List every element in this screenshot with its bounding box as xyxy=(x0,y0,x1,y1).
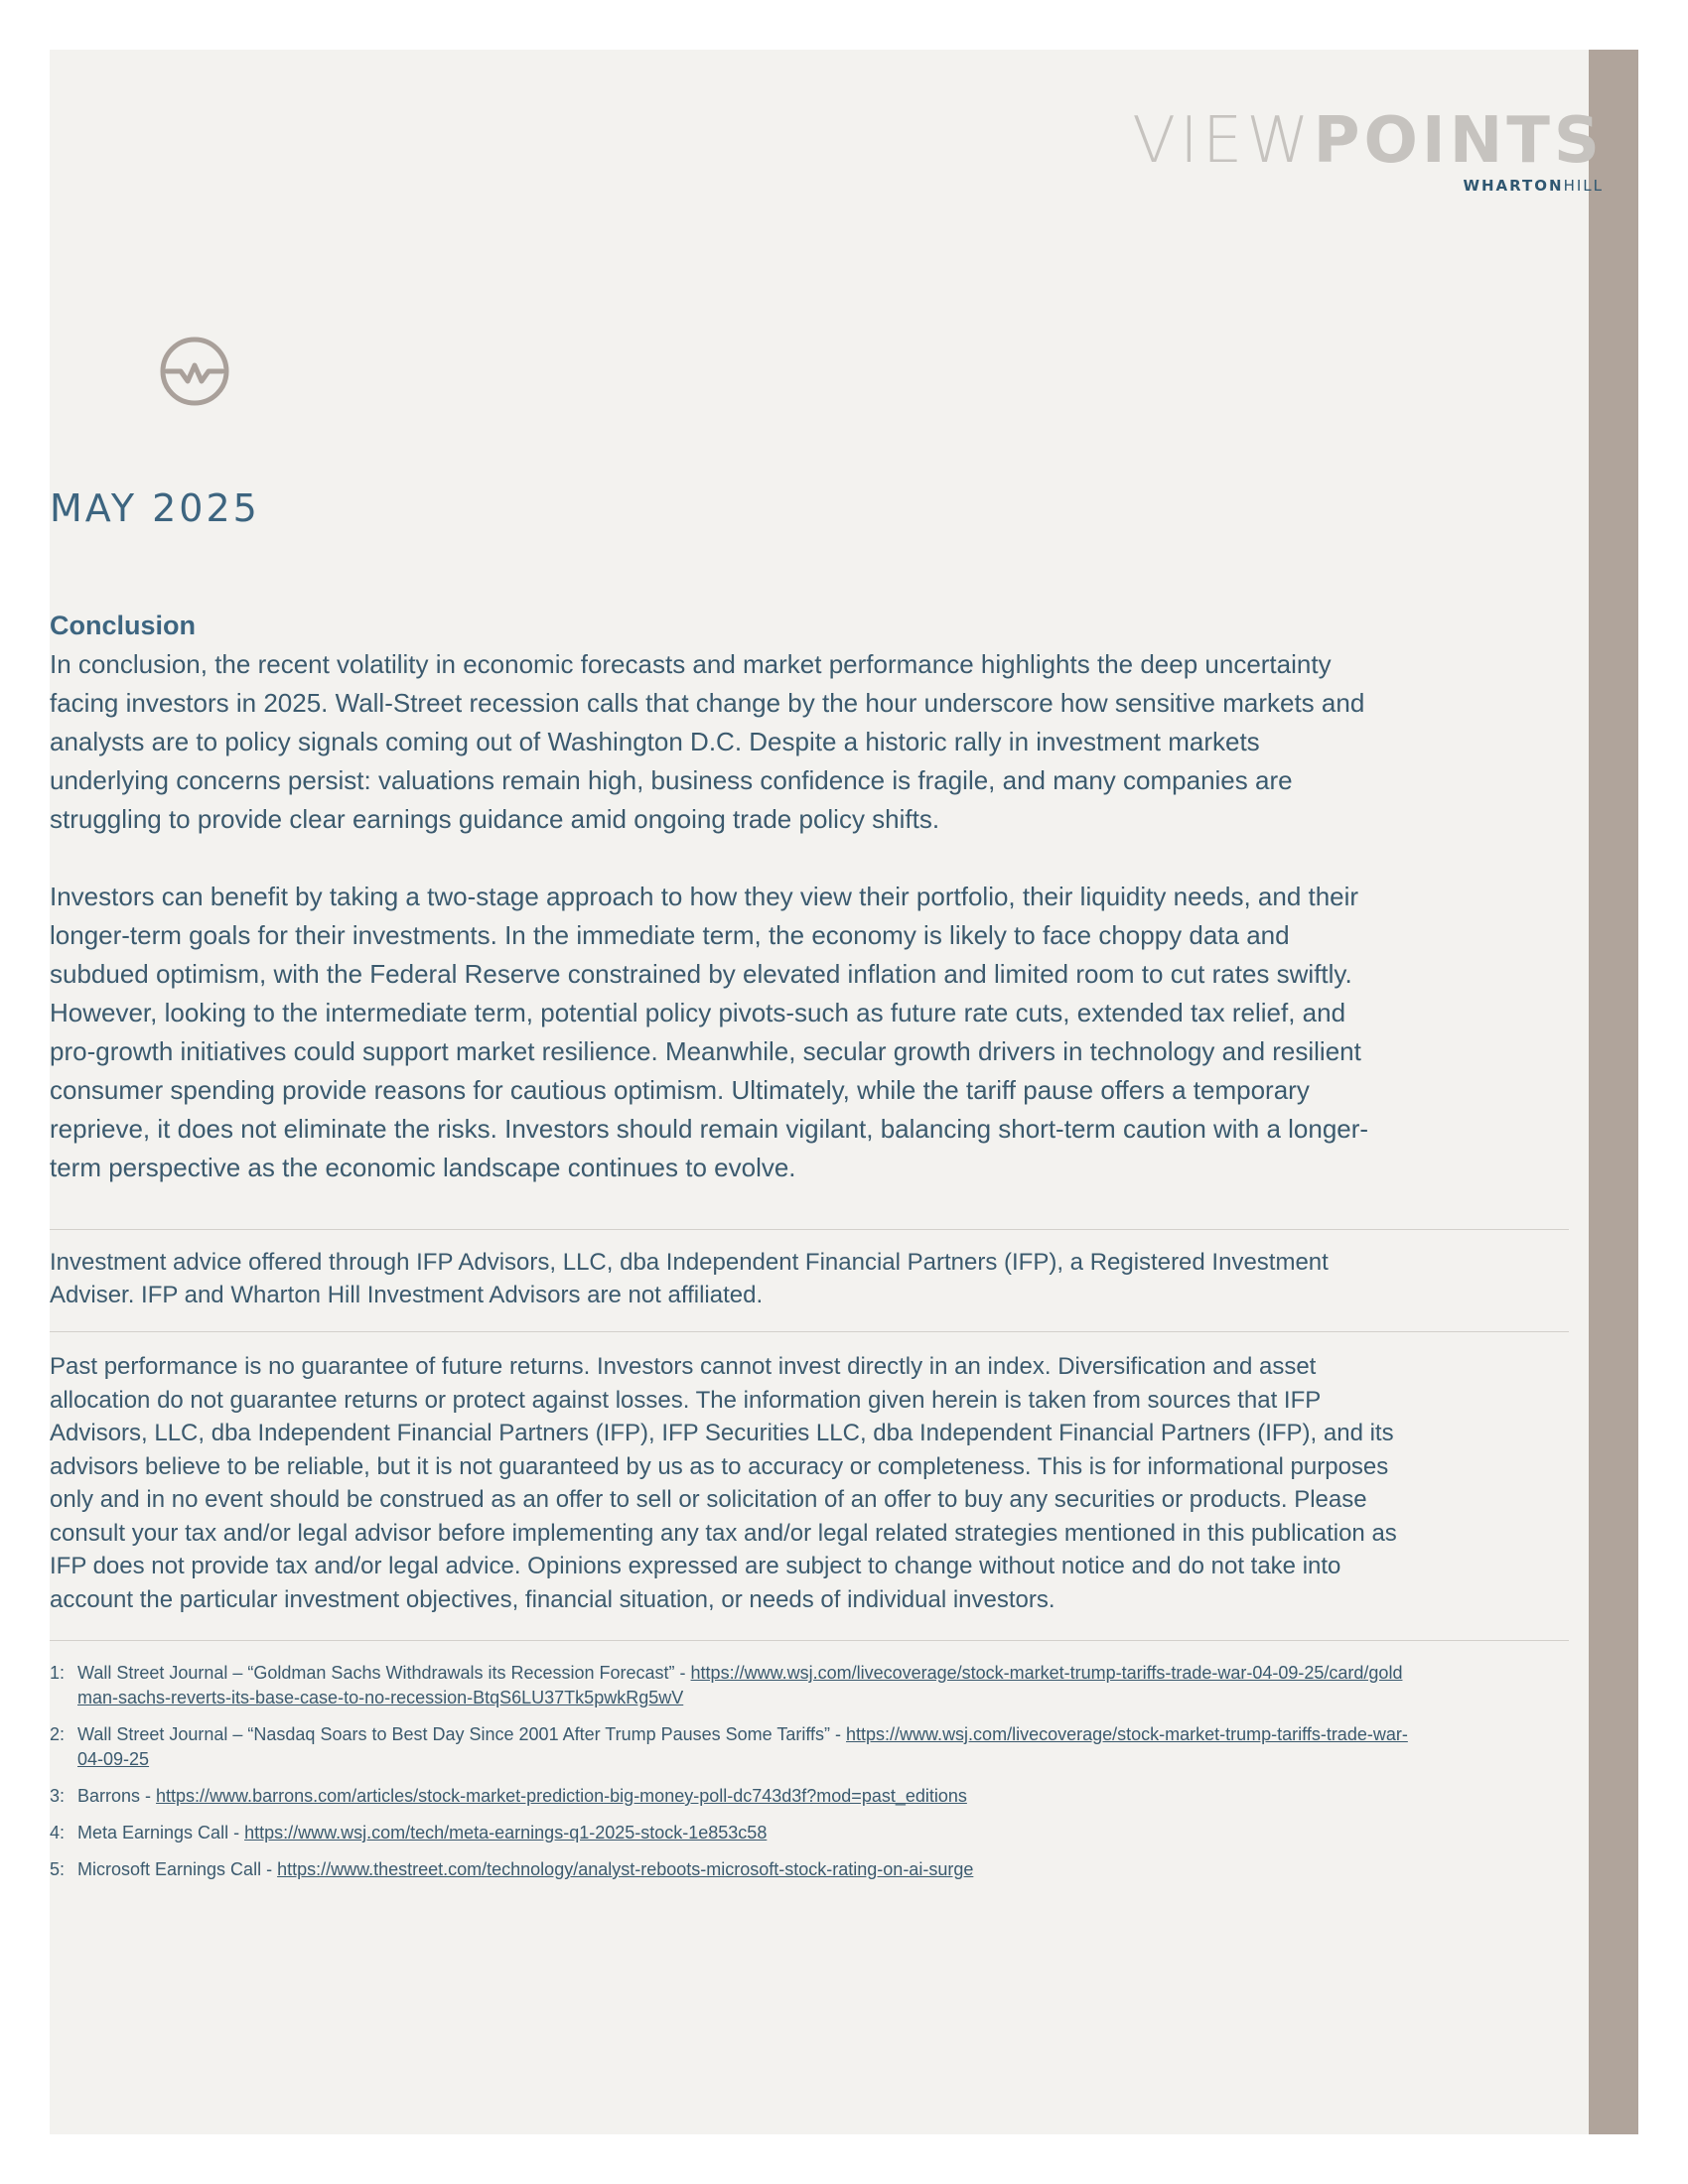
reference-number: 3: xyxy=(50,1786,66,1806)
reference-link[interactable]: https://www.barrons.com/articles/stock-market-prediction-big-money-poll-dc743d3f?mod=past_editions xyxy=(156,1786,967,1806)
legal-disclaimer: Past performance is no guarantee of future returns. Investors cannot invest directly in an index. Diversification and asset allocation do not guarantee returns or protect against losses. The information given herein is taken from sources that IFP Advisors, LLC, dba Independent Financial Partners (IFP), IFP Securities LLC, dba Independent Financial Partners (IFP), and its advisors believe to be reliable, but it is not guaranteed by us as to accuracy or completeness. This is for informational purposes only and in no event should be construed as an offer to sell or solicitation of an offer to buy any securities or products. Please consult your tax and/or legal advisor before implementing any tax and/or legal related strategies mentioned in this publication as IFP does not provide tax and/or legal advice. Opinions expressed are subject to change without notice and do not take into account the particular investment objectives, financial situation, or needs of individual investors. xyxy=(50,1353,1397,1613)
reference-number: 4: xyxy=(50,1823,66,1843)
reference-link[interactable]: https://www.wsj.com/tech/meta-earnings-q1-2025-stock-1e853c58 xyxy=(244,1823,768,1843)
side-accent-bar xyxy=(1589,50,1638,2134)
reference-link[interactable]: https://www.thestreet.com/technology/analyst-reboots-microsoft-stock-rating-on-ai-surge xyxy=(277,1859,974,1879)
reference-number: 5: xyxy=(50,1859,66,1879)
masthead-subtitle-light: HILL xyxy=(1563,177,1604,195)
reference-number: 2: xyxy=(50,1724,66,1744)
masthead xyxy=(1132,104,1604,195)
reference-text: Wall Street Journal – “Goldman Sachs Withdrawals its Recession Forecast” - xyxy=(77,1663,691,1683)
divider xyxy=(50,1640,1569,1641)
reference-link[interactable]: https://www.wsj.com/livecoverage/stock-market-trump-tariffs-trade-war-04-09-25 xyxy=(77,1724,1408,1769)
masthead-title-light: VIEW xyxy=(1132,104,1314,178)
reference-text: Barrons - xyxy=(77,1786,157,1806)
masthead-subtitle-bold: WHARTON xyxy=(1463,177,1564,195)
masthead-title-bold: POINTS xyxy=(1313,104,1604,178)
reference-text: Microsoft Earnings Call - xyxy=(77,1859,278,1879)
divider xyxy=(50,1229,1569,1230)
reference-list xyxy=(50,1661,1569,1882)
reference-item xyxy=(50,1821,1408,1845)
reference-item xyxy=(50,1661,1408,1710)
reference-item xyxy=(50,1722,1408,1772)
divider xyxy=(50,1331,1569,1332)
reference-item xyxy=(50,1857,1408,1882)
reference-item xyxy=(50,1784,1408,1809)
conclusion-paragraph: Investors can benefit by taking a two-stage approach to how they view their portfolio, their liquidity needs, and their longer-term goals for their investments. In the immediate term, the economy is likely to face choppy data and subdued optimism, with the Federal Reserve constrained by elevated inflation and limited room to cut rates swiftly. However, looking to the intermediate term, potential policy pivots-such as future rate cuts, extended tax relief, and pro-growth initiatives could support market resilience. Meanwhile, secular growth drivers in technology and resilient consumer spending provide reasons for cautious optimism. Ultimately, while the tariff pause offers a temporary reprieve, it does not eliminate the risks. Investors should remain vigilant, balancing short-term caution with a longer-term perspective as the economic landscape continues to evolve. xyxy=(50,882,1369,1182)
masthead-title xyxy=(1132,104,1604,178)
reference-number: 1: xyxy=(50,1663,66,1683)
reference-link[interactable]: https://www.wsj.com/livecoverage/stock-market-trump-tariffs-trade-war-04-09-25/card/goldman-sachs-reverts-its-base-case-to-no-recession-BtqS6LU37Tk5pwkRg5wV xyxy=(77,1663,1403,1707)
reference-text: Wall Street Journal – “Nasdaq Soars to Best Day Since 2001 After Trump Pauses Some Tariffs” - xyxy=(77,1724,847,1744)
main-content xyxy=(50,606,1569,1894)
masthead-subtitle xyxy=(1132,177,1604,195)
advisor-disclosure: Investment advice offered through IFP Advisors, LLC, dba Independent Financial Partners (IFP), a Registered Investment Adviser. IFP and Wharton Hill Investment Advisors are not affiliated. xyxy=(50,1249,1329,1308)
reference-text: Meta Earnings Call - xyxy=(77,1823,245,1843)
conclusion-paragraph: In conclusion, the recent volatility in economic forecasts and market performance highlights the deep uncertainty facing investors in 2025. Wall-Street recession calls that change by the hour underscore how sensitive markets and analysts are to policy signals coming out of Washington D.C. Despite a historic rally in investment markets underlying concerns persist: valuations remain high, business confidence is fragile, and many companies are struggling to provide clear earnings guidance amid ongoing trade policy shifts. xyxy=(50,649,1365,834)
issue-date: MAY 2025 xyxy=(50,486,260,530)
wharton-hill-logo-icon xyxy=(159,336,230,407)
section-heading-conclusion: Conclusion xyxy=(50,611,196,640)
